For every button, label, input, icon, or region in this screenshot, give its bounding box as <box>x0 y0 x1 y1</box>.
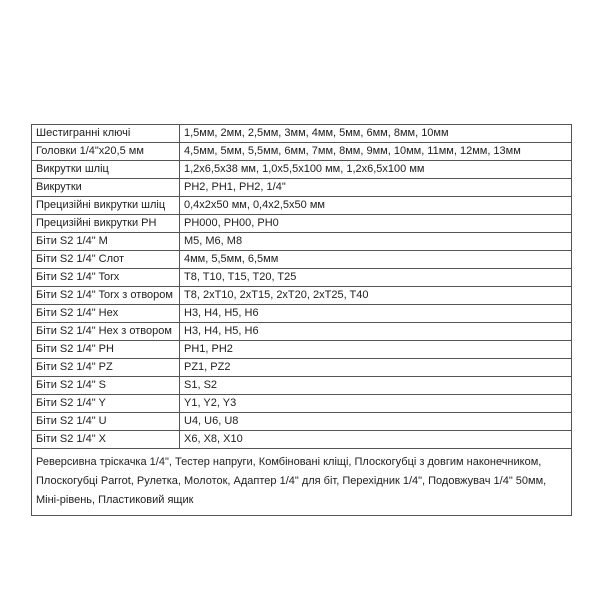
spec-table-body <box>32 125 572 516</box>
table-row <box>32 431 572 449</box>
row-value: H3, H4, H5, H6 <box>180 323 572 341</box>
row-value: U4, U6, U8 <box>180 413 572 431</box>
table-row <box>32 413 572 431</box>
row-name: Викрутки <box>32 179 180 197</box>
row-name: Біти S2 1/4" U <box>32 413 180 431</box>
row-value: PH1, PH2 <box>180 341 572 359</box>
row-name: Біти S2 1/4" PZ <box>32 359 180 377</box>
table-row <box>32 305 572 323</box>
row-name: Біти S2 1/4" Hex з отвором <box>32 323 180 341</box>
row-name: Біти S2 1/4" PH <box>32 341 180 359</box>
row-name: Біти S2 1/4" Torx <box>32 269 180 287</box>
row-name: Прецизійні викрутки шліц <box>32 197 180 215</box>
row-value: PH000, PH00, PH0 <box>180 215 572 233</box>
row-value: H3, H4, H5, H6 <box>180 305 572 323</box>
row-name: Прецизійні викрутки PH <box>32 215 180 233</box>
row-name: Біти S2 1/4" Torx з отвором <box>32 287 180 305</box>
table-row <box>32 359 572 377</box>
row-name: Біти S2 1/4" Hex <box>32 305 180 323</box>
row-name: Біти S2 1/4" S <box>32 377 180 395</box>
row-value: 0,4x2x50 мм, 0,4x2,5x50 мм <box>180 197 572 215</box>
note-row <box>32 449 572 516</box>
table-row <box>32 341 572 359</box>
row-value: 1,2x6,5x38 мм, 1,0x5,5x100 мм, 1,2x6,5x100 мм <box>180 161 572 179</box>
table-row <box>32 161 572 179</box>
row-name: Біти S2 1/4" Слот <box>32 251 180 269</box>
row-name: Шестигранні ключі <box>32 125 180 143</box>
row-value: 4мм, 5,5мм, 6,5мм <box>180 251 572 269</box>
row-value: 1,5мм, 2мм, 2,5мм, 3мм, 4мм, 5мм, 6мм, 8мм, 10мм <box>180 125 572 143</box>
row-value: M5, M6, M8 <box>180 233 572 251</box>
row-value: Y1, Y2, Y3 <box>180 395 572 413</box>
row-value: PH2, PH1, PH2, 1/4" <box>180 179 572 197</box>
row-value: PZ1, PZ2 <box>180 359 572 377</box>
table-row <box>32 323 572 341</box>
table-row <box>32 233 572 251</box>
table-row <box>32 125 572 143</box>
table-row <box>32 197 572 215</box>
row-name: Головки 1/4"x20,5 мм <box>32 143 180 161</box>
row-name: Біти S2 1/4" Y <box>32 395 180 413</box>
table-row <box>32 269 572 287</box>
table-row <box>32 179 572 197</box>
table-row <box>32 143 572 161</box>
row-value: S1, S2 <box>180 377 572 395</box>
row-name: Біти S2 1/4" M <box>32 233 180 251</box>
row-value: T8, 2xT10, 2xT15, 2xT20, 2xT25, T40 <box>180 287 572 305</box>
table-row <box>32 251 572 269</box>
row-name: Викрутки шліц <box>32 161 180 179</box>
table-row <box>32 377 572 395</box>
table-row <box>32 287 572 305</box>
table-row <box>32 215 572 233</box>
row-value: T8, T10, T15, T20, T25 <box>180 269 572 287</box>
row-value: 4,5мм, 5мм, 5,5мм, 6мм, 7мм, 8мм, 9мм, 10мм, 11мм, 12мм, 13мм <box>180 143 572 161</box>
spec-table <box>31 124 572 516</box>
accessories-note: Реверсивна тріскачка 1/4", Тестер напруги, Комбіновані кліщі, Плоскогубці з довгим наконечником, Плоскогубці Parrot, Рулетка, Молоток, Адаптер 1/4" для біт, Перехідник 1/4", Подовжувач 1/4" 50мм, Міні-рівень, Пластиковий ящик <box>32 449 572 516</box>
table-row <box>32 395 572 413</box>
row-value: X6, X8, X10 <box>180 431 572 449</box>
row-name: Біти S2 1/4" X <box>32 431 180 449</box>
